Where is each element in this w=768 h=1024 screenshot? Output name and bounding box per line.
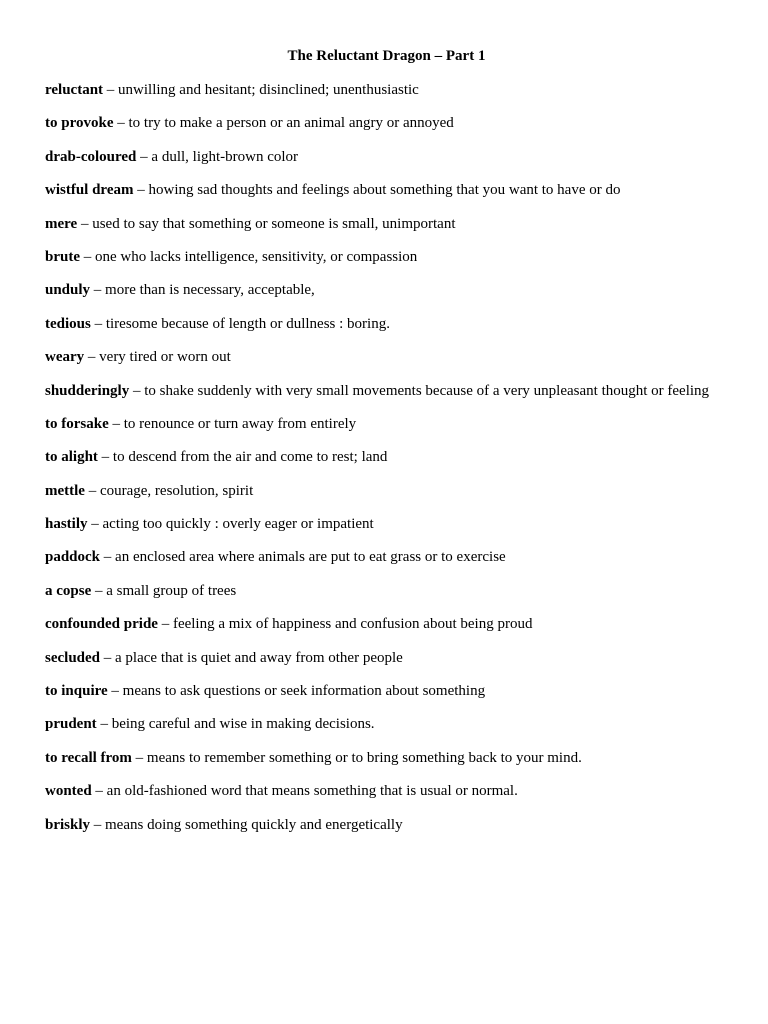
vocabulary-entry <box>45 748 728 768</box>
vocabulary-term: to recall from <box>45 749 132 766</box>
vocabulary-definition: acting too quickly : overly eager or impatient <box>102 516 374 533</box>
term-separator: – <box>133 182 149 199</box>
vocabulary-term: wistful dream <box>45 182 134 199</box>
vocabulary-term: briskly <box>45 816 91 833</box>
vocabulary-definition: a place that is quiet and away from other people <box>115 649 403 666</box>
term-separator: – <box>96 716 112 733</box>
vocabulary-definition: one who lacks intelligence, sensitivity, or compassion <box>95 248 418 265</box>
vocabulary-definition: to shake suddenly with very small movements because of a very unpleasant thought or feeling <box>144 382 710 399</box>
vocabulary-term: wonted <box>45 783 92 800</box>
term-separator: – <box>129 382 145 399</box>
vocabulary-entry <box>45 614 728 634</box>
term-separator: – <box>103 82 119 98</box>
term-separator: – <box>91 582 107 599</box>
vocabulary-entry <box>45 681 728 701</box>
vocabulary-entry <box>45 147 728 167</box>
vocabulary-entry <box>45 815 728 835</box>
vocabulary-term: to alight <box>45 449 98 466</box>
vocabulary-term: drab-coloured <box>45 148 137 165</box>
vocabulary-entry <box>45 381 728 401</box>
vocabulary-entry <box>45 314 728 334</box>
vocabulary-definition: an enclosed area where animals are put to eat grass or to exercise <box>115 549 506 566</box>
vocabulary-entry <box>45 414 728 434</box>
vocabulary-definition: means to ask questions or seek information about something <box>122 683 486 700</box>
vocabulary-definition: means doing something quickly and energetically <box>105 816 403 833</box>
vocabulary-entry <box>45 247 728 267</box>
vocabulary-term: to forsake <box>45 415 109 432</box>
vocabulary-entry <box>45 481 728 501</box>
vocabulary-term: a copse <box>45 582 92 599</box>
term-separator: – <box>84 349 100 366</box>
term-separator: – <box>90 816 106 833</box>
term-separator: – <box>80 248 95 265</box>
vocabulary-term: to inquire <box>45 683 108 700</box>
term-separator: – <box>100 649 116 666</box>
vocabulary-entry <box>45 113 728 133</box>
vocabulary-definition: a small group of trees <box>106 582 237 599</box>
vocabulary-entry <box>45 80 728 100</box>
vocabulary-definition: being careful and wise in making decisions. <box>111 716 375 733</box>
vocabulary-term: confounded pride <box>45 616 158 633</box>
vocabulary-term: brute <box>45 248 80 265</box>
vocabulary-definition: an old-fashioned word that means something that is usual or normal. <box>106 783 518 800</box>
vocabulary-entry <box>45 514 728 534</box>
vocabulary-term: hastily <box>45 516 88 533</box>
vocabulary-term: mettle <box>45 482 85 499</box>
vocabulary-entry <box>45 447 728 467</box>
vocabulary-definition: to renounce or turn away from entirely <box>123 415 357 432</box>
vocabulary-definition: used to say that something or someone is small, unimportant <box>92 215 456 232</box>
vocabulary-entry <box>45 180 728 200</box>
vocabulary-term: weary <box>45 349 85 366</box>
term-separator: – <box>77 215 93 232</box>
vocabulary-entry <box>45 581 728 601</box>
vocabulary-term: secluded <box>45 649 101 666</box>
term-separator: – <box>91 783 107 800</box>
term-separator: – <box>100 549 116 566</box>
term-separator: – <box>131 749 147 766</box>
vocabulary-term: shudderingly <box>45 382 130 399</box>
vocabulary-definition: to descend from the air and come to rest; land <box>112 449 388 466</box>
vocabulary-definition: howing sad thoughts and feelings about something that you want to have or do <box>148 182 621 199</box>
vocabulary-term: unduly <box>45 282 91 299</box>
vocabulary-term: prudent <box>45 716 97 733</box>
vocabulary-definition: more than is necessary, acceptable, <box>105 282 315 299</box>
term-separator: – <box>113 115 129 132</box>
term-separator: – <box>90 315 106 332</box>
vocabulary-term: mere <box>45 215 78 232</box>
vocabulary-term: to provoke <box>45 115 114 132</box>
vocabulary-entry <box>45 714 728 734</box>
vocabulary-definition: to try to make a person or an animal angry or annoyed <box>128 115 454 132</box>
term-separator: – <box>97 449 113 466</box>
vocabulary-definition: means to remember something or to bring something back to your mind. <box>146 749 582 766</box>
vocabulary-definition: courage, resolution, spirit <box>99 482 254 499</box>
vocabulary-entry <box>45 781 728 801</box>
vocabulary-definition: a dull, light-brown color <box>151 148 299 165</box>
vocabulary-term: tedious <box>45 315 91 332</box>
vocabulary-definition: very tired or worn out <box>99 349 231 366</box>
term-separator: – <box>157 616 173 633</box>
vocabulary-entry <box>45 280 728 300</box>
term-separator: – <box>90 282 106 299</box>
vocabulary-entry <box>45 214 728 234</box>
document-title: The Reluctant Dragon – Part 1 <box>287 48 486 64</box>
vocabulary-entry <box>45 347 728 367</box>
vocabulary-entry <box>45 547 728 567</box>
vocabulary-term: reluctant <box>45 82 104 98</box>
vocabulary-term: paddock <box>45 549 101 566</box>
vocabulary-entry <box>45 648 728 668</box>
term-separator: – <box>84 482 100 499</box>
vocabulary-list <box>45 80 728 835</box>
vocabulary-definition: feeling a mix of happiness and confusion about being proud <box>172 616 533 633</box>
term-separator: – <box>87 516 103 533</box>
term-separator: – <box>136 148 152 165</box>
vocabulary-definition: unwilling and hesitant; disinclined; unenthusiastic <box>118 82 419 98</box>
term-separator: – <box>108 415 124 432</box>
vocabulary-definition: tiresome because of length or dullness : boring. <box>105 315 390 332</box>
term-separator: – <box>107 683 123 700</box>
